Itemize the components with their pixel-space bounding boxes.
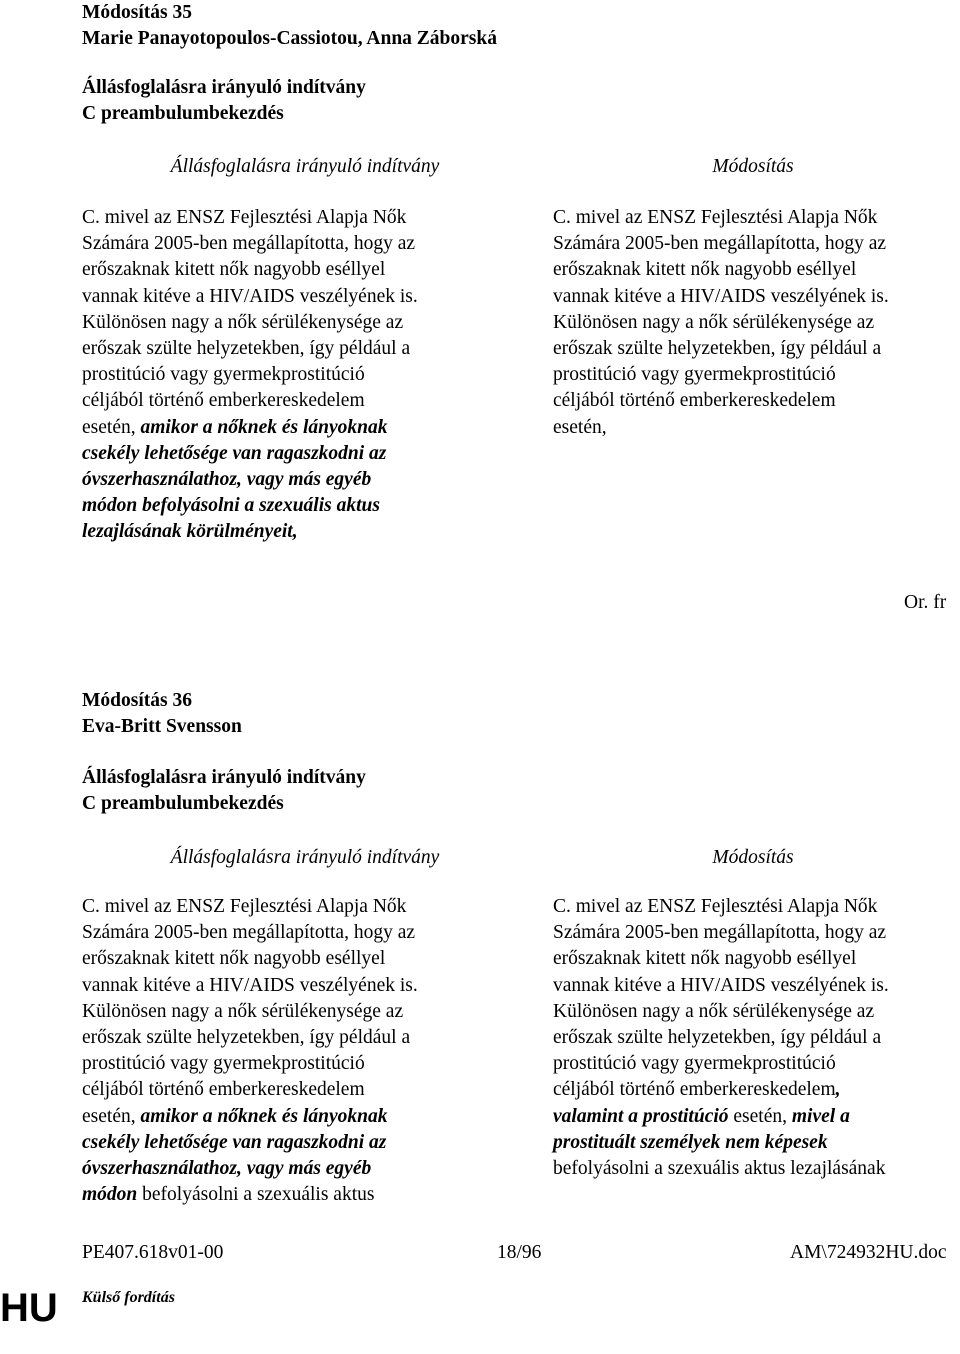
text-line — [553, 336, 889, 362]
text-line — [82, 999, 418, 1025]
text-run: Különösen nagy a nők sérülékenysége az — [82, 311, 404, 333]
left-column-header: Állásfoglalásra irányuló indítvány — [170, 847, 440, 868]
right-column-header: Módosítás — [712, 156, 794, 177]
text-line — [82, 388, 418, 414]
text-line — [82, 946, 418, 972]
text-run: Számára 2005-ben megállapította, hogy az — [82, 233, 416, 255]
amendment-doc-type: Állásfoglalásra irányuló indítvány — [82, 77, 366, 98]
text-run: C. mivel az ENSZ Fejlesztési Alapja Nők — [553, 207, 878, 228]
text-line — [553, 1025, 889, 1051]
text-run: esetén, — [82, 1105, 141, 1127]
text-line — [82, 973, 418, 999]
text-run: prostitúció vagy gyermekprostitúció — [553, 364, 836, 386]
emphasized-text: óvszerhasználathoz, vagy más egyéb — [82, 1158, 372, 1180]
emphasized-text: módon befolyásolni a szexuális aktus — [82, 495, 380, 517]
text-line — [82, 1077, 418, 1103]
text-run: esetén, — [553, 416, 607, 438]
text-line — [553, 999, 889, 1025]
text-line — [82, 1051, 418, 1077]
text-line — [553, 1051, 889, 1077]
text-run: C. mivel az ENSZ Fejlesztési Alapja Nők — [553, 896, 878, 917]
amendment-section: C preambulumbekezdés — [82, 103, 284, 124]
text-line — [82, 415, 418, 441]
text-run: céljából történő emberkereskedelem — [553, 390, 836, 412]
emphasized-text: prostituált személyek nem képesek — [553, 1131, 828, 1153]
emphasized-text: mivel a — [791, 1105, 850, 1127]
text-run: Különösen nagy a nők sérülékenysége az — [553, 1000, 875, 1022]
text-run: erőszak szülte helyzetekben, így például a — [553, 338, 882, 360]
text-run: Különösen nagy a nők sérülékenysége az — [82, 1000, 404, 1022]
text-line — [82, 257, 418, 283]
text-line — [82, 441, 418, 467]
text-run: esetén, — [728, 1105, 792, 1127]
text-run: erőszak szülte helyzetekben, így például a — [82, 1027, 411, 1049]
footer-doc-ref: PE407.618v01-00 — [82, 1242, 224, 1263]
text-run: Különösen nagy a nők sérülékenysége az — [553, 311, 875, 333]
language-code: HU — [0, 1286, 58, 1330]
original-language: Or. fr — [904, 592, 947, 613]
text-line — [553, 1077, 889, 1103]
text-line — [82, 1025, 418, 1051]
text-line — [553, 310, 889, 336]
text-run: erőszaknak kitett nők nagyobb eséllyel — [553, 259, 857, 281]
text-line — [553, 415, 889, 441]
text-run: vannak kitéve a HIV/AIDS veszélyének is. — [553, 285, 889, 307]
text-line — [82, 284, 418, 310]
footer-page-number: 18/96 — [497, 1242, 542, 1263]
text-run: prostitúció vagy gyermekprostitúció — [82, 1053, 365, 1075]
emphasized-text: amikor a nőknek és lányoknak — [140, 416, 388, 438]
emphasized-text: lezajlásának körülményeit, — [82, 521, 298, 543]
text-run: prostitúció vagy gyermekprostitúció — [82, 364, 365, 386]
text-line — [553, 1156, 889, 1182]
text-line — [82, 362, 418, 388]
text-line — [82, 1104, 418, 1130]
text-line — [82, 519, 418, 545]
amendment-number: Módosítás 35 — [82, 2, 192, 23]
text-run: céljából történő emberkereskedelem — [82, 1079, 365, 1101]
emphasized-text: , — [835, 1079, 841, 1101]
text-line — [553, 205, 889, 231]
text-run: Számára 2005-ben megállapította, hogy az — [82, 922, 416, 944]
text-line — [82, 310, 418, 336]
text-run: C. mivel az ENSZ Fejlesztési Alapja Nők — [82, 896, 407, 917]
text-line — [82, 1182, 418, 1208]
text-run: befolyásolni a szexuális aktus — [137, 1184, 375, 1206]
text-line — [553, 257, 889, 283]
amendment-number: Módosítás 36 — [82, 690, 192, 711]
left-column-header: Állásfoglalásra irányuló indítvány — [170, 156, 440, 177]
footer-file-ref: AM\724932HU.doc — [790, 1242, 947, 1263]
text-run: Számára 2005-ben megállapította, hogy az — [553, 922, 887, 944]
text-line — [82, 1130, 418, 1156]
amendment-doc-type: Állásfoglalásra irányuló indítvány — [82, 767, 366, 788]
text-run: vannak kitéve a HIV/AIDS veszélyének is. — [553, 974, 889, 996]
text-line — [553, 388, 889, 414]
right-column-header: Módosítás — [712, 847, 794, 868]
text-run: prostitúció vagy gyermekprostitúció — [553, 1053, 836, 1075]
emphasized-text: csekély lehetősége van ragaszkodni az — [82, 1131, 387, 1153]
text-line — [82, 894, 418, 920]
text-line — [553, 1104, 889, 1130]
text-line — [82, 467, 418, 493]
amended-text — [553, 894, 889, 1182]
text-line — [82, 336, 418, 362]
amended-text — [553, 205, 889, 441]
text-run: Számára 2005-ben megállapította, hogy az — [553, 233, 887, 255]
text-run: céljából történő emberkereskedelem — [553, 1079, 836, 1101]
emphasized-text: módon — [82, 1184, 138, 1206]
text-run: erőszaknak kitett nők nagyobb eséllyel — [553, 948, 857, 970]
text-line — [553, 894, 889, 920]
text-line — [553, 362, 889, 388]
text-run: céljából történő emberkereskedelem — [82, 390, 365, 412]
text-line — [82, 493, 418, 519]
original-text — [82, 205, 418, 546]
text-line — [553, 920, 889, 946]
text-run: erőszak szülte helyzetekben, így például a — [553, 1027, 882, 1049]
text-run: erőszaknak kitett nők nagyobb eséllyel — [82, 259, 386, 281]
text-line — [553, 284, 889, 310]
translation-note: Külső fordítás — [82, 1289, 175, 1306]
text-run: erőszak szülte helyzetekben, így például a — [82, 338, 411, 360]
text-line — [82, 1156, 418, 1182]
text-line — [82, 231, 418, 257]
text-run: befolyásolni a szexuális aktus lezajlásának — [553, 1158, 886, 1180]
amendment-authors: Marie Panayotopoulos-Cassiotou, Anna Záborská — [82, 28, 497, 49]
emphasized-text: amikor a nőknek és lányoknak — [140, 1105, 388, 1127]
text-line — [82, 920, 418, 946]
text-line — [82, 205, 418, 231]
text-run: vannak kitéve a HIV/AIDS veszélyének is. — [82, 974, 418, 996]
amendment-section: C preambulumbekezdés — [82, 793, 284, 814]
text-run: erőszaknak kitett nők nagyobb eséllyel — [82, 948, 386, 970]
emphasized-text: csekély lehetősége van ragaszkodni az — [82, 442, 387, 464]
emphasized-text: óvszerhasználathoz, vagy más egyéb — [82, 469, 372, 491]
text-line — [553, 973, 889, 999]
text-run: C. mivel az ENSZ Fejlesztési Alapja Nők — [82, 207, 407, 228]
amendment-authors: Eva-Britt Svensson — [82, 716, 242, 737]
text-run: vannak kitéve a HIV/AIDS veszélyének is. — [82, 285, 418, 307]
text-run: esetén, — [82, 416, 141, 438]
text-line — [553, 1130, 889, 1156]
original-text — [82, 894, 418, 1208]
emphasized-text: valamint a prostitúció — [553, 1105, 729, 1127]
text-line — [553, 946, 889, 972]
text-line — [553, 231, 889, 257]
